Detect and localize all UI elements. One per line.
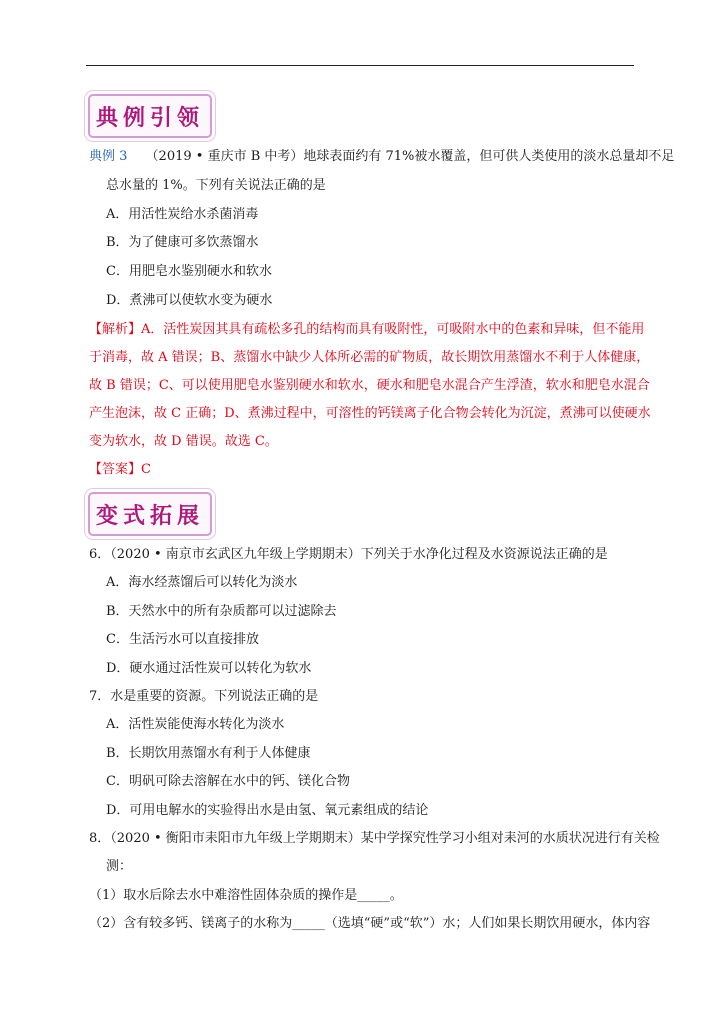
question-8-stem-cont: 测： [106, 859, 133, 874]
example-label: 典例 3 [89, 149, 128, 164]
analysis-line: 于消毒，故 A 错误；B、蒸馏水中缺少人体所必需的矿物质，故长期饮用蒸馏水不利于人体健康， [89, 350, 650, 365]
example-option: D．煮沸可以使软水变为硬水 [106, 293, 273, 308]
section-title: 变式拓展 [95, 503, 204, 529]
q6-option: C．生活污水可以直接排放 [106, 632, 259, 647]
question-6-stem: 6．（2020 • 南京市玄武区九年级上学期期末）下列关于水净化过程及水资源说法正确的是 [89, 547, 608, 562]
q7-option: A．活性炭能使海水转化为淡水 [106, 717, 285, 732]
q8-subquestion: （2）含有较多钙、镁离子的水称为_____（选填“硬”或“软”）水；人们如果长期饮用硬水，体内容 [89, 916, 651, 931]
q7-option: D．可用电解水的实验得出水是由氢、氧元素组成的结论 [106, 803, 429, 818]
example-option: C．用肥皂水鉴别硬水和软水 [106, 264, 272, 279]
section-title: 典例引领 [95, 105, 204, 131]
q7-option: B．长期饮用蒸馏水有利于人体健康 [106, 746, 311, 761]
question-8-stem: 8．（2020 • 衡阳市耒阳市九年级上学期期末）某中学探究性学习小组对耒河的水质状况进行有关检 [89, 831, 660, 846]
q7-option: C．明矾可除去溶解在水中的钙、镁化合物 [106, 774, 350, 789]
analysis-line: 产生泡沫，故 C 正确；D、煮沸过程中，可溶性的钙镁离子化合物会转化为沉淀，煮沸可以使硬水 [89, 406, 651, 421]
example-stem-cont: 总水量的 1%。下列有关说法正确的是 [106, 178, 326, 193]
example-stem [89, 148, 674, 166]
section-badge-examples [88, 94, 212, 138]
analysis-line: 故 B 错误；C、可以使用肥皂水鉴别硬水和软水，硬水和肥皂水混合产生浮渣，软水和肥皂水混合 [89, 378, 650, 393]
example-option: A．用活性炭给水杀菌消毒 [106, 207, 259, 222]
analysis-line: 【解析】A．活性炭因其具有疏松多孔的结构而具有吸附性，可吸附水中的色素和异味，但不能用 [89, 322, 645, 337]
answer: 【答案】C [89, 462, 151, 477]
q8-subquestion: （1）取水后除去水中难溶性固体杂质的操作是_____。 [89, 888, 403, 903]
question-7-stem: 7．水是重要的资源。下列说法正确的是 [89, 689, 319, 704]
q6-option: A．海水经蒸馏后可以转化为淡水 [106, 575, 298, 590]
section-badge-variants [88, 492, 212, 536]
example-stem-text: （2019 • 重庆市 B 中考）地球表面约有 71%被水覆盖，但可供人类使用的淡水总量却不足 [145, 149, 675, 164]
example-option: B．为了健康可多饮蒸馏水 [106, 235, 259, 250]
q6-option: B．天然水中的所有杂质都可以过滤除去 [106, 604, 337, 619]
header-rule [86, 65, 634, 66]
q6-option: D．硬水通过活性炭可以转化为软水 [106, 661, 312, 676]
analysis-line: 变为软水，故 D 错误。故选 C。 [89, 434, 278, 449]
